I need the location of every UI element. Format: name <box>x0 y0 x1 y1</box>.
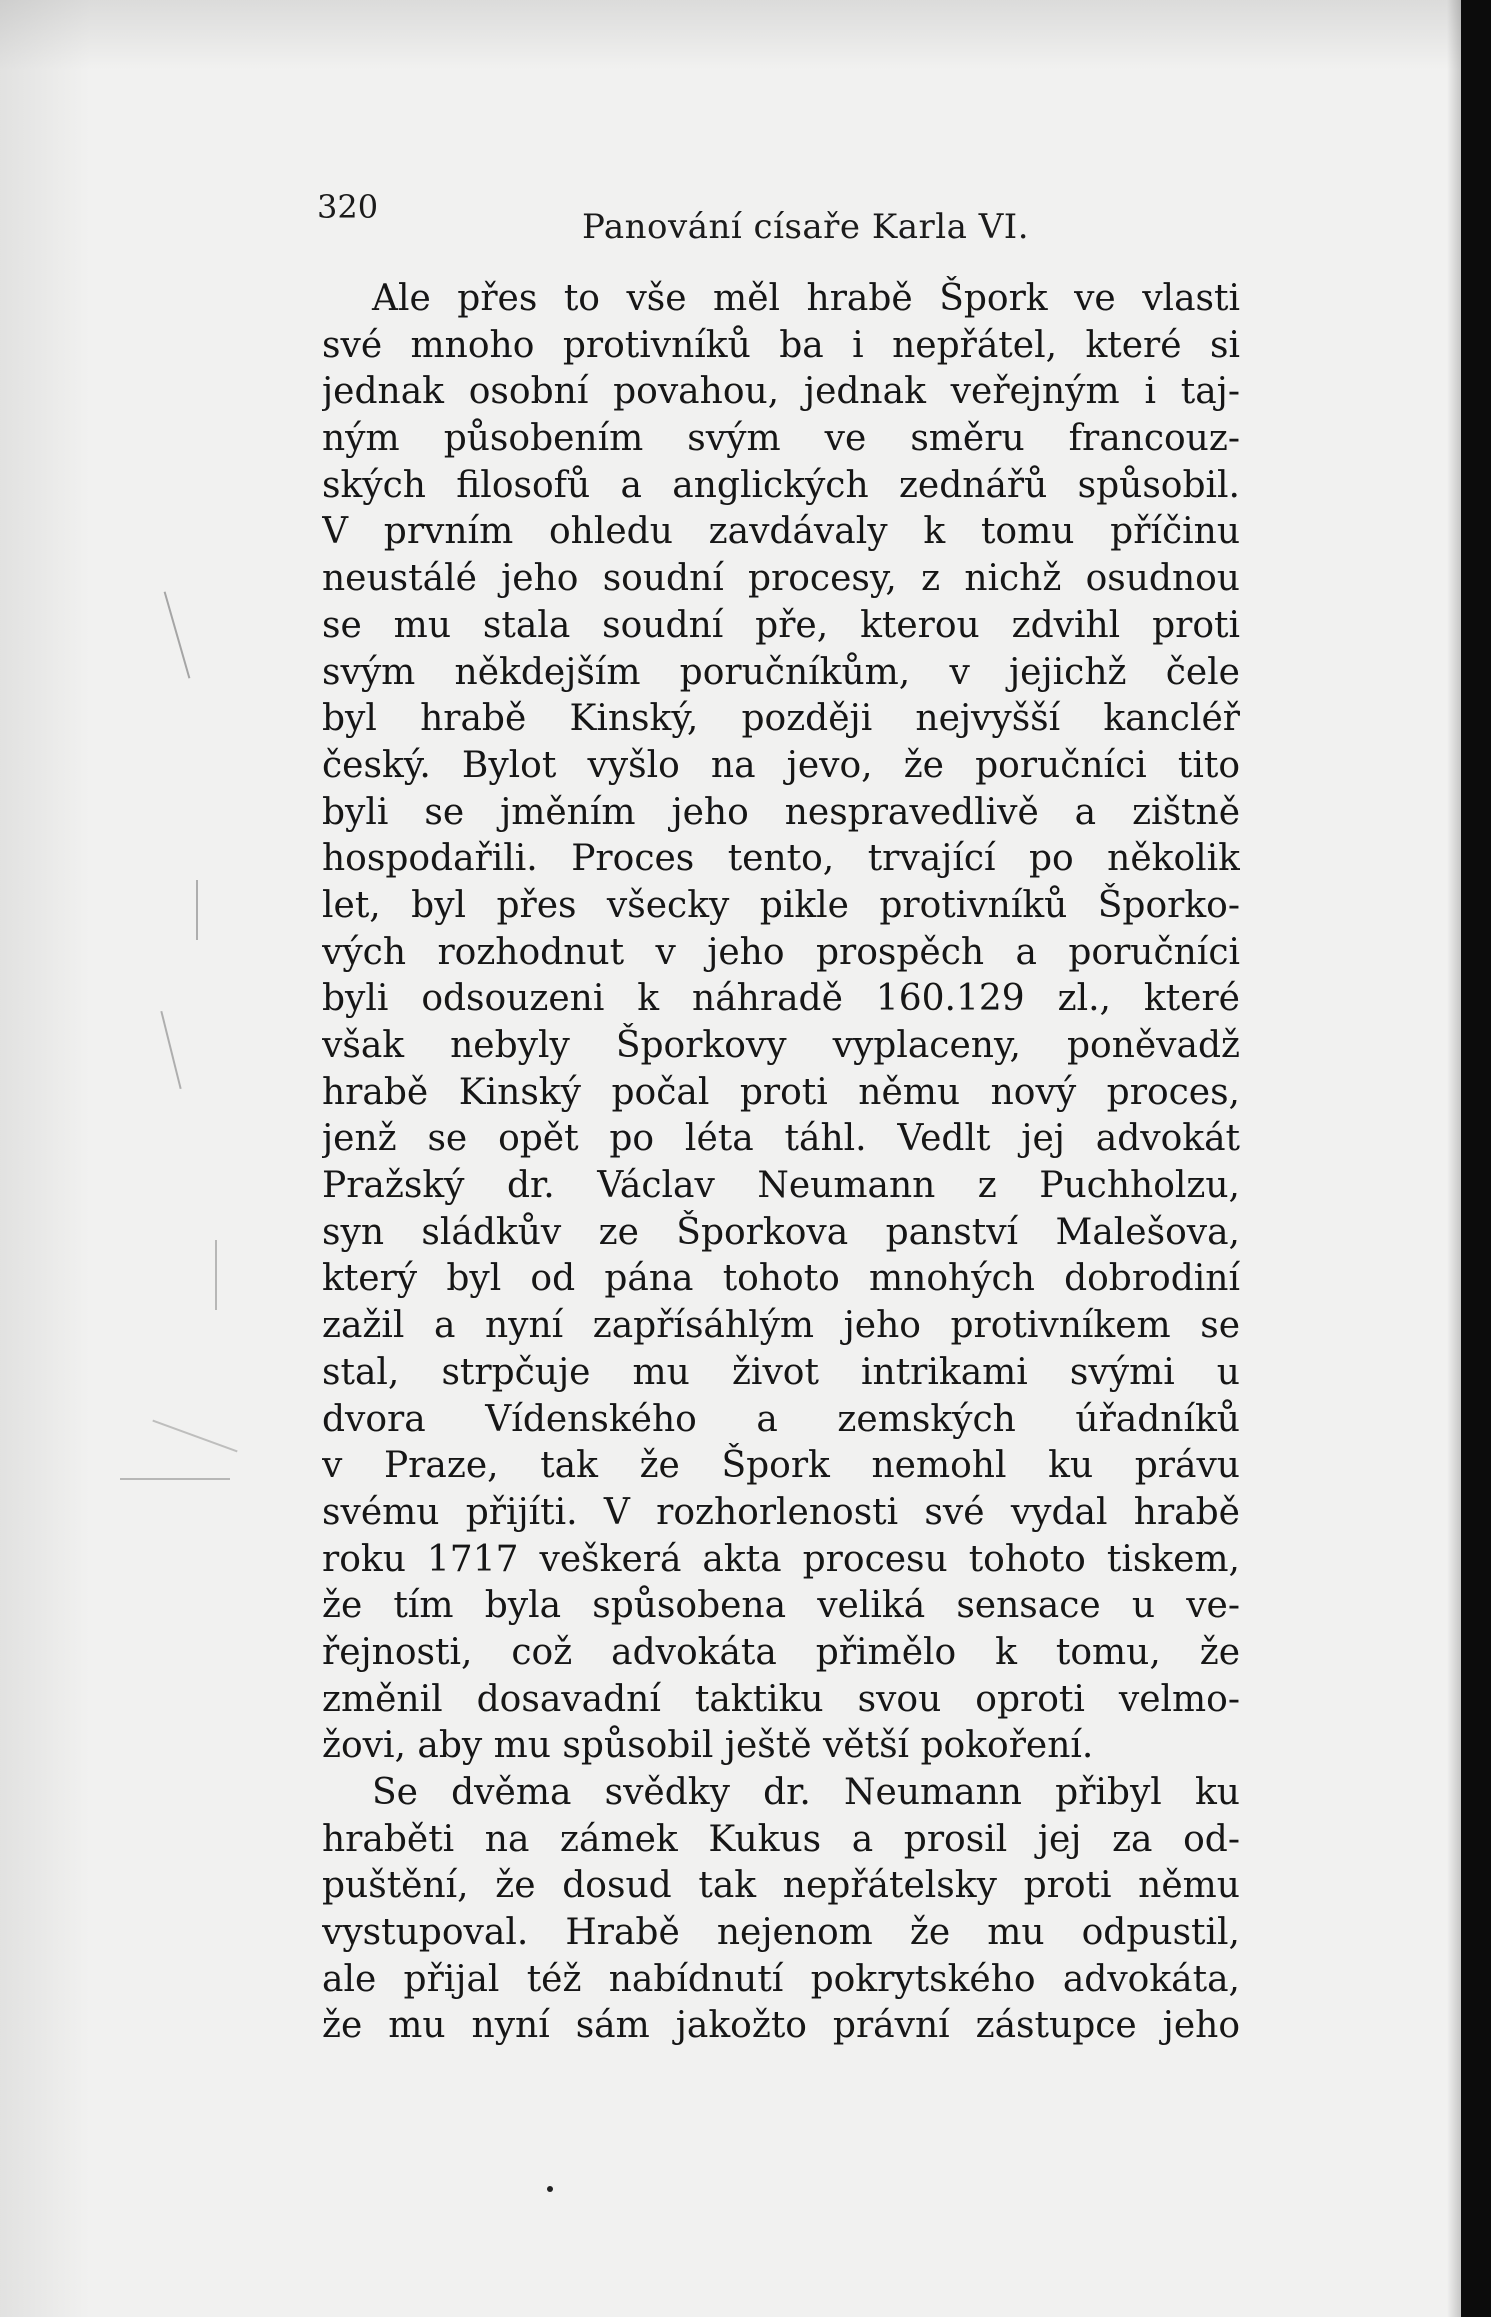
scan-mark <box>196 880 198 940</box>
text-line: se mu stala soudní pře, kterou zdvihl proti <box>322 604 1240 646</box>
text-line: vystupoval. Hrabě nejenom že mu odpustil, <box>322 1912 1240 1954</box>
page-top-shading <box>0 0 1461 70</box>
body-text <box>322 276 1240 2050</box>
text-line: hraběti na zámek Kukus a prosil jej za od- <box>322 1818 1240 1860</box>
text-line: hrabě Kinský počal proti němu nový proces, <box>322 1071 1240 1113</box>
text-line: ských filosofů a anglických zednářů spůsobil. <box>322 464 1240 506</box>
scan-mark <box>160 1011 181 1089</box>
text-line: neustálé jeho soudní procesy, z nichž osudnou <box>322 558 1240 600</box>
text-line: Pražský dr. Václav Neumann z Puchholzu, <box>322 1165 1240 1207</box>
text-line: své mnoho protivníků ba i nepřátel, které si <box>322 324 1240 366</box>
text-line: žovi, aby mu spůsobil ještě větší pokoření. <box>322 1725 1094 1767</box>
text-line: byl hrabě Kinský, později nejvyšší kancléř <box>322 698 1240 740</box>
text-line: Ale přes to vše měl hrabě Špork ve vlasti <box>372 278 1240 319</box>
text-line: stal, strpčuje mu život intrikami svými u <box>322 1351 1240 1393</box>
running-head: Panování císaře Karla VI. <box>582 207 1030 247</box>
text-line: syn sládkův ze Šporkova panství Malešova, <box>322 1211 1240 1253</box>
text-line: ale přijal též nabídnutí pokrytského advokáta, <box>322 1958 1240 2000</box>
text-line: však nebyly Šporkovy vyplaceny, poněvadž <box>322 1025 1240 1066</box>
text-line: jenž se opět po léta táhl. Vedlt jej advokát <box>322 1118 1240 1160</box>
text-line: puštění, že dosud tak nepřátelsky proti němu <box>322 1865 1240 1907</box>
text-line: že mu nyní sám jakožto právní zástupce jeho <box>322 2005 1240 2047</box>
text-line: český. Bylot vyšlo na jevo, že poručníci tito <box>322 744 1240 786</box>
scan-speck <box>547 2186 553 2192</box>
text-line: změnil dosavadní taktiku svou oproti velmo- <box>322 1678 1240 1720</box>
text-line: vých rozhodnut v jeho prospěch a poručníci <box>322 931 1240 973</box>
text-line: řejnosti, což advokáta přimělo k tomu, že <box>322 1631 1240 1673</box>
scan-mark <box>215 1240 217 1310</box>
text-line: svému přijíti. V rozhorlenosti své vydal hrabě <box>322 1491 1240 1533</box>
text-line: dvora Vídenského a zemských úřadníků <box>322 1398 1240 1440</box>
text-line: zažil a nyní zapřísáhlým jeho protivníkem se <box>322 1305 1240 1347</box>
text-line: Se dvěma svědky dr. Neumann přibyl ku <box>372 1772 1240 1813</box>
text-line: let, byl přes všecky pikle protivníků Šporko- <box>322 884 1240 926</box>
scan-mark <box>120 1478 230 1480</box>
binding-edge <box>1461 0 1491 2317</box>
text-line: byli odsouzeni k náhradě 160.129 zl., které <box>322 978 1240 1020</box>
text-line: hospodařili. Proces tento, trvající po několik <box>322 838 1240 880</box>
text-line: že tím byla spůsobena veliká sensace u ve- <box>322 1585 1240 1627</box>
page-number: 320 <box>317 188 379 226</box>
binding-shadow <box>1447 0 1461 2317</box>
text-line: který byl od pána tohoto mnohých dobrodiní <box>322 1258 1240 1300</box>
text-line: svým někdejším poručníkům, v jejichž čele <box>322 651 1240 693</box>
scan-mark <box>164 591 191 678</box>
text-line: roku 1717 veškerá akta procesu tohoto tiskem, <box>322 1538 1240 1580</box>
text-line: v Praze, tak že Špork nemohl ku právu <box>322 1445 1240 1487</box>
text-line: byli se jměním jeho nespravedlivě a zištně <box>322 791 1240 833</box>
text-line: V prvním ohledu zavdávaly k tomu příčinu <box>322 511 1240 553</box>
page-left-shading <box>0 0 90 2317</box>
text-line: jednak osobní povahou, jednak veřejným i taj- <box>322 371 1240 413</box>
scan-mark <box>152 1420 237 1453</box>
text-line: ným působením svým ve směru francouz- <box>322 418 1240 460</box>
